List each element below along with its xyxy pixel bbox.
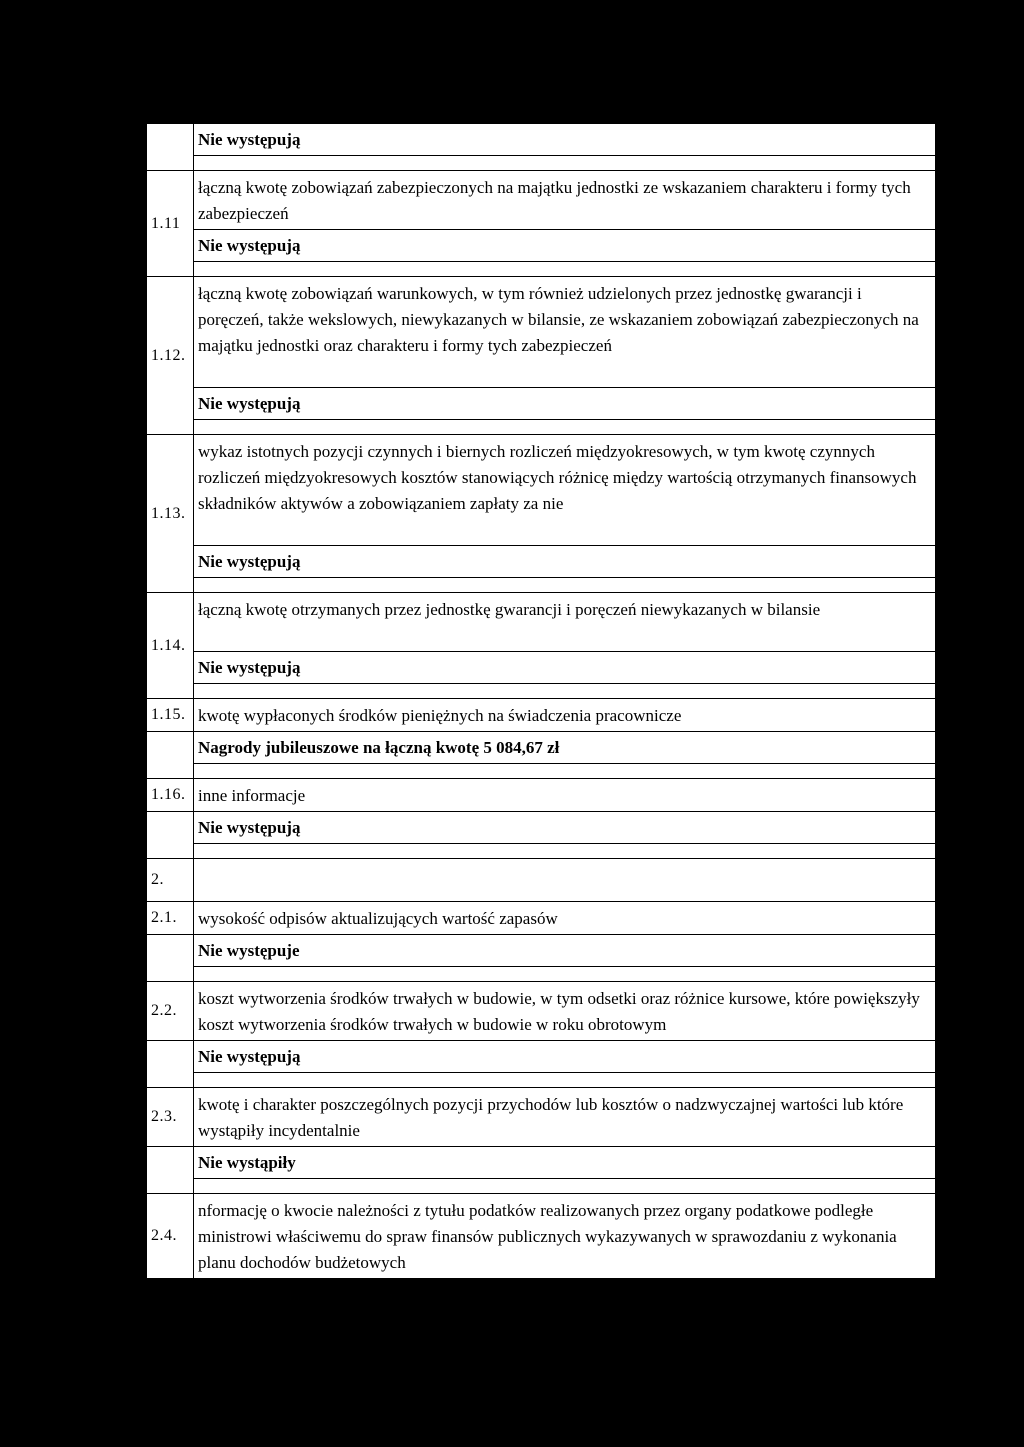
- row-description: wysokość odpisów aktualizujących wartość zapasów: [194, 902, 936, 935]
- table-row: [147, 277, 936, 388]
- row-value: Nie występują: [194, 812, 936, 844]
- table-row: [147, 593, 936, 652]
- row-value: Nie występuje: [194, 935, 936, 967]
- row-value: Nie występują: [194, 546, 936, 578]
- spacer: [194, 420, 936, 435]
- table-row: [147, 124, 936, 156]
- row-description: inne informacje: [194, 779, 936, 812]
- row-number: 2.3.: [147, 1088, 194, 1147]
- empty-cell: [147, 1147, 194, 1194]
- row-value: Nie występują: [194, 388, 936, 420]
- row-description: kwotę i charakter poszczególnych pozycji przychodów lub kosztów o nadzwyczajnej wartości lub które wystąpiły incydentalnie: [194, 1088, 936, 1147]
- table-row: [147, 171, 936, 230]
- row-number: 2.4.: [147, 1194, 194, 1279]
- spacer: [194, 684, 936, 699]
- row-description: kwotę wypłaconych środków pieniężnych na świadczenia pracownicze: [194, 699, 936, 732]
- table-row: [147, 699, 936, 732]
- row-description: łączną kwotę zobowiązań zabezpieczonych na majątku jednostki ze wskazaniem charakteru i formy tych zabezpieczeń: [194, 171, 936, 230]
- spacer: [194, 967, 936, 982]
- row-description: wykaz istotnych pozycji czynnych i biernych rozliczeń międzyokresowych, w tym kwotę czynnych rozliczeń międzyokresowych kosztów stanowiących różnicę między wartością otrzymanych finansowych składników aktywów a zobowiązaniem zapłaty za nie: [194, 435, 936, 546]
- table-row: [147, 1088, 936, 1147]
- row-number: 1.15.: [147, 699, 194, 732]
- row-description: łączną kwotę otrzymanych przez jednostkę gwarancji i poręczeń niewykazanych w bilansie: [194, 593, 936, 652]
- row-number: 1.13.: [147, 435, 194, 593]
- spacer: [194, 578, 936, 593]
- row-number: 1.12.: [147, 277, 194, 435]
- empty-cell: [147, 1041, 194, 1088]
- spacer: [194, 844, 936, 859]
- row-description: nformację o kwocie należności z tytułu podatków realizowanych przez organy podatkowe podległe ministrowi właściwemu do spraw finansów publicznych wykazywanych w sprawozdaniu z wykonania planu dochodów budżetowych: [194, 1194, 936, 1279]
- row-value: Nie występują: [194, 230, 936, 262]
- row-description: [194, 859, 936, 902]
- empty-cell: [147, 732, 194, 779]
- row-value: Nie występują: [194, 1041, 936, 1073]
- spacer: [194, 1073, 936, 1088]
- spacer: [194, 262, 936, 277]
- notes-table: [146, 123, 936, 1279]
- row-number: 1.14.: [147, 593, 194, 699]
- table-row: [147, 779, 936, 812]
- row-value: Nie wystąpiły: [194, 1147, 936, 1179]
- table-row: [147, 859, 936, 902]
- table-row: [147, 435, 936, 546]
- spacer: [194, 1179, 936, 1194]
- row-number: 1.11: [147, 171, 194, 277]
- row-number: [147, 124, 194, 171]
- row-value: Nie występują: [194, 652, 936, 684]
- table-row: [147, 1194, 936, 1279]
- row-description: koszt wytworzenia środków trwałych w budowie, w tym odsetki oraz różnice kursowe, które powiększyły koszt wytworzenia środków trwałych w budowie w roku obrotowym: [194, 982, 936, 1041]
- row-number: 2.2.: [147, 982, 194, 1041]
- row-number: 2.1.: [147, 902, 194, 935]
- row-number: 1.16.: [147, 779, 194, 812]
- table-row: [147, 902, 936, 935]
- spacer: [194, 156, 936, 171]
- empty-cell: [147, 812, 194, 859]
- row-value: Nie występują: [194, 124, 936, 156]
- row-value: Nagrody jubileuszowe na łączną kwotę 5 084,67 zł: [194, 732, 936, 764]
- row-description: łączną kwotę zobowiązań warunkowych, w tym również udzielonych przez jednostkę gwarancji i poręczeń, także wekslowych, niewykazanych w bilansie, ze wskazaniem zobowiązań zabezpieczonych na majątku jednostki oraz charakteru i formy tych zabezpieczeń: [194, 277, 936, 388]
- empty-cell: [147, 935, 194, 982]
- spacer: [194, 764, 936, 779]
- table-row: [147, 982, 936, 1041]
- row-number: 2.: [147, 859, 194, 902]
